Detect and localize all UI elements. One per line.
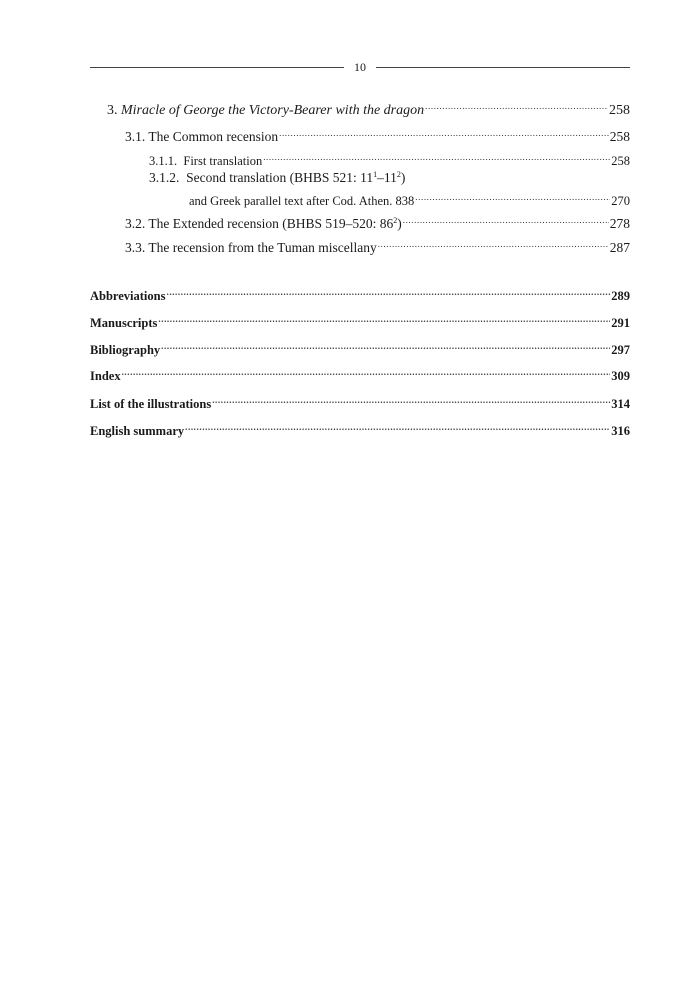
toc-entry-page: 309 [611, 369, 630, 383]
toc-entry-page: 297 [611, 343, 630, 357]
toc-entry-text: –11 [377, 170, 397, 185]
toc-entry-page: 289 [611, 289, 630, 303]
toc-entry-page: 287 [609, 240, 630, 255]
superscript: 2 [396, 170, 401, 179]
toc-entry-page: 316 [611, 424, 630, 438]
dot-leader [158, 309, 610, 327]
dot-leader [279, 123, 609, 141]
toc-entry-3-2[interactable] [125, 210, 630, 233]
dot-leader [425, 96, 608, 114]
dot-leader [415, 187, 610, 205]
toc-entry-text: ) [400, 170, 406, 185]
toc-entry-title: Bibliography [90, 343, 161, 357]
toc-entry-title [125, 215, 402, 233]
dot-leader [185, 417, 610, 435]
toc-entry-index[interactable] [90, 362, 630, 385]
toc-entry-text: 3.1.2. Second translation (BHBS 521: 11 [149, 170, 374, 185]
dot-leader [263, 147, 610, 165]
toc-entry-title: English summary [90, 424, 185, 438]
toc-entry-page: 314 [611, 397, 630, 411]
toc-entry-title: Index [90, 369, 121, 383]
dot-leader [122, 362, 611, 380]
toc-entry-english-summary[interactable] [90, 417, 630, 440]
toc-entry-number: 3. [107, 103, 118, 118]
toc-entry-title: 3.1. The Common recension [125, 129, 279, 144]
toc-entry-3[interactable] [107, 96, 630, 120]
toc-entry-page: 258 [611, 154, 630, 168]
toc-entry-bibliography[interactable] [90, 336, 630, 359]
toc-entry-text: ) [397, 216, 402, 231]
dot-leader [378, 234, 609, 252]
dot-leader [166, 282, 610, 300]
toc-entry-3-1-1[interactable] [149, 147, 630, 170]
toc-entry-title: Abbreviations [90, 289, 166, 303]
toc-entry-3-3[interactable] [125, 234, 630, 257]
dot-leader [403, 210, 609, 228]
toc-entry-3-1-2-line1[interactable] [149, 169, 405, 187]
toc-entry-title: 3.1.1. First translation [149, 154, 263, 168]
toc-entry-title: 3.3. The recension from the Tuman miscellany [125, 240, 377, 255]
dot-leader [161, 336, 610, 354]
page-header [90, 58, 630, 78]
toc-entry-manuscripts[interactable] [90, 309, 630, 332]
toc-entry-title-italic: Miracle of George the Victory-Bearer with the dragon [121, 103, 425, 118]
page-number: 10 [354, 60, 366, 74]
dot-leader [212, 390, 610, 408]
toc-entry-page: 291 [611, 316, 630, 330]
header-rule-right [376, 67, 630, 68]
toc-entry-title [107, 102, 424, 120]
toc-entry-page: 258 [609, 103, 630, 118]
superscript: 2 [393, 216, 398, 225]
toc-entry-text: 3.2. The Extended recension (BHBS 519–520: 86 [125, 216, 394, 231]
toc-entry-title: List of the illustrations [90, 397, 212, 411]
toc-entry-title: and Greek parallel text after Cod. Athen. 838 [189, 194, 415, 208]
toc-entry-3-1[interactable] [125, 123, 630, 146]
toc-entry-page: 278 [609, 216, 630, 231]
toc-entry-page: 270 [611, 194, 630, 208]
toc-entry-abbreviations[interactable] [90, 282, 630, 305]
superscript: 1 [373, 170, 378, 179]
toc-entry-page: 258 [609, 129, 630, 144]
toc-entry-list-of-illustrations[interactable] [90, 390, 630, 413]
toc-entry-3-1-2-line2[interactable] [189, 187, 630, 210]
toc-entry-title: Manuscripts [90, 316, 158, 330]
